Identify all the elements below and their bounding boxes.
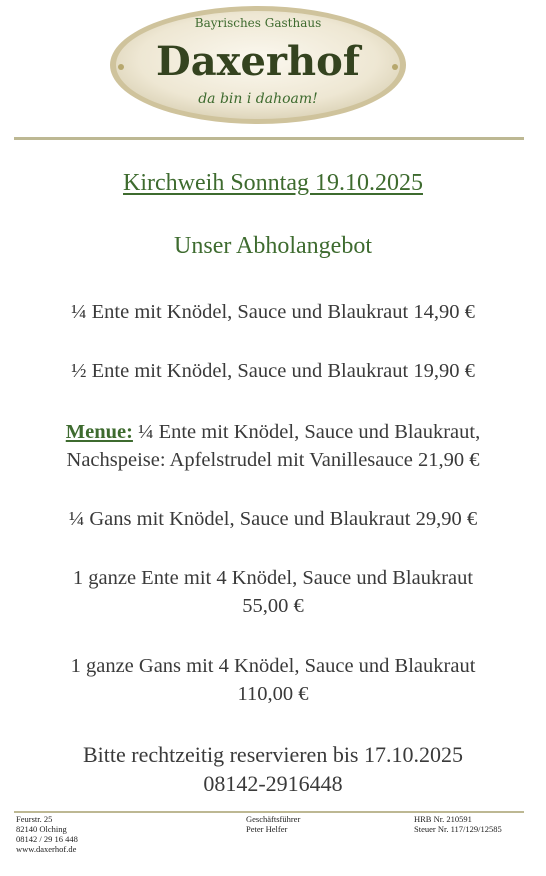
footer-address — [16, 814, 78, 854]
offer-whole-goose-price: 110,00 € — [237, 683, 309, 705]
footer-website: www.daxerhof.de — [16, 844, 77, 854]
rivet-left — [118, 64, 124, 70]
menu-label: Menue: — [65, 421, 133, 443]
offer-half-duck: ½ Ente mit Knödel, Sauce und Blaukraut 19,90 € — [71, 360, 475, 382]
footer-hrb: HRB Nr. 210591 — [414, 814, 472, 824]
reservation-phone: 08142-2916448 — [203, 771, 343, 796]
offer-menu — [20, 418, 526, 474]
footer-manager-title: Geschäftsführer — [246, 814, 301, 824]
footer-street: Feurstr. 25 — [16, 814, 53, 824]
footer-city: 82140 Olching — [16, 824, 67, 834]
logo-slogan: da bin i dahoam! — [198, 91, 318, 107]
offer-whole-goose-text: 1 ganze Gans mit 4 Knödel, Sauce und Blaukraut — [70, 655, 476, 677]
page-title: Kirchweih Sonntag 19.10.2025 — [123, 170, 423, 196]
reservation-note — [0, 740, 546, 798]
offer-whole-goose — [20, 652, 526, 708]
menu-line1-text: ¼ Ente mit Knödel, Sauce und Blaukraut, — [132, 421, 481, 443]
offer-whole-duck — [20, 564, 526, 620]
offer-quarter-duck: ¼ Ente mit Knödel, Sauce und Blaukraut 14,90 € — [71, 301, 475, 323]
logo-emblem — [107, 3, 409, 127]
footer-divider — [14, 811, 524, 813]
offer-whole-duck-price: 55,00 € — [242, 595, 304, 617]
footer-registry — [414, 814, 502, 834]
offer-whole-duck-text: 1 ganze Ente mit 4 Knödel, Sauce und Blaukraut — [72, 567, 474, 589]
header-divider — [14, 137, 524, 140]
offer-menu-line1 — [20, 418, 526, 446]
footer-tax: Steuer Nr. 117/129/12585 — [414, 824, 502, 834]
logo — [107, 3, 409, 127]
logo-name: Daxerhof — [156, 38, 360, 85]
footer-manager-name: Peter Helfer — [246, 824, 288, 834]
reservation-deadline: Bitte rechtzeitig reservieren bis 17.10.2025 — [83, 742, 463, 767]
offer-menu-line2: Nachspeise: Apfelstrudel mit Vanillesauce 21,90 € — [66, 449, 480, 471]
footer-manager — [246, 814, 300, 834]
rivet-right — [392, 64, 398, 70]
footer-phone: 08142 / 29 16 448 — [16, 834, 78, 844]
logo-top-text: Bayrisches Gasthaus — [194, 16, 322, 30]
offer-quarter-goose: ¼ Gans mit Knödel, Sauce und Blaukraut 29,90 € — [68, 508, 478, 530]
page-subtitle: Unser Abholangebot — [174, 233, 372, 259]
